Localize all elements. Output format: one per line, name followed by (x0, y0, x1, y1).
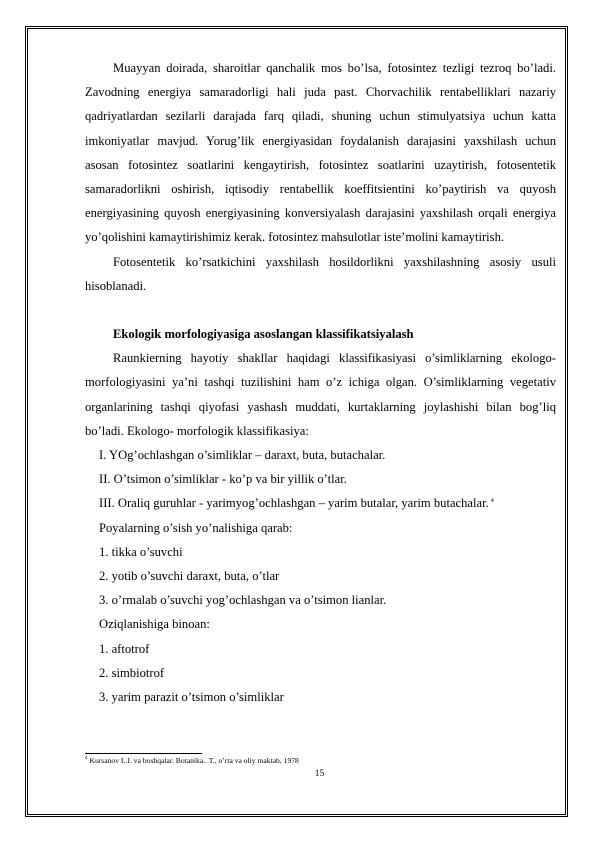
list-item: 3. o’rmalab o’suvchi yog’ochlashgan va o’tsimon lianlar. (99, 593, 387, 608)
paragraph-photosynthesis: Muayyan doirada, sharoitlar qanchalik mos bo’lsa, fotosintez tezligi tezroq bo’ladi. Zavodning energiya samaradorligi hali juda past. Chorvachilik rentabelliklari nazariy qadriyatlardan sezilarli darajada farq qiladi, shuning uchun stimulyatsiya uchun katta imkoniyatlar mavjud. Yorug’lik energiyasidan foydalanish darajasini yaxshilash uchun asosan fotosintez soatlarini kengaytirish, fotosintez soatlarini uzaytirish, fotosentetik samaradorlikni oshirish, iqtisodiy rentabellik koeffitsientini ko’paytirish va quyosh energiyasining quyosh energiyasining konversiyalash darajasini yaxshilash orqali energiya yo’qolishini kamaytirishimiz kerak. fotosintez mahsulotlar iste’molini kamaytirish. (85, 61, 556, 245)
list-item: 1. tikka o’suvchi (99, 544, 183, 559)
list-item: 1. aftotrof (99, 641, 150, 656)
footnote-text: Kursanov L.I. va boshqalar. Botanika.. T., o’rta va oliy maktab, 1978 (89, 756, 299, 765)
class-woody: I. YOg’ochlashgan o’simliklar – daraxt, buta, butachalar. (99, 448, 386, 463)
paragraph-raunkier: Raunkierning hayotiy shakllar haqidagi klassifikasiyasi o’simliklarning ekologo-morfologiyasini ya’ni tashqi tuzilishini ham o’z ichiga olgan. O’simliklarning vegetativ organlarining tashqi qiyofasi yashash muddati, kurtaklarning joylashishi bilan bog’liq bo’ladi. Ekologo- morfologik klassifikasiya: (85, 351, 556, 438)
list-item: 2. simbiotrof (99, 665, 165, 680)
list-item (85, 491, 556, 515)
growth-title: Poyalarning o’sish yo’nalishiga qarab: (99, 520, 293, 535)
footnote-mark: 4 (85, 756, 88, 762)
section-heading: Ekologik morfologiyasiga asoslangan klassifikatsiyalash (113, 327, 414, 342)
footnote (85, 756, 299, 766)
page-body (85, 56, 556, 709)
class-intermediate: III. Oraliq guruhlar - yarimyog’ochlashgan – yarim butalar, yarim butachalar. (99, 496, 489, 511)
nutrition-title: Oziqlanishiga binoan: (99, 617, 210, 632)
class-herbaceous: II. O’tsimon o’simliklar - ko’p va bir yillik o’tlar. (99, 472, 347, 487)
footnote-reference[interactable]: 4 (490, 498, 494, 505)
footnote-divider (85, 753, 202, 754)
list-item: 3. yarim parazit o’tsimon o’simliklar (99, 690, 284, 705)
paragraph-photosynthetic-index: Fotosentetik ko’rsatkichini yaxshilash hosildorlikni yaxshilashning asosiy usuli hisoblanadi. (85, 254, 556, 293)
list-item (85, 443, 556, 467)
list-item (85, 467, 556, 491)
list-item: 2. yotib o’suvchi daraxt, buta, o’tlar (99, 569, 280, 584)
page-number: 15 (314, 769, 325, 779)
